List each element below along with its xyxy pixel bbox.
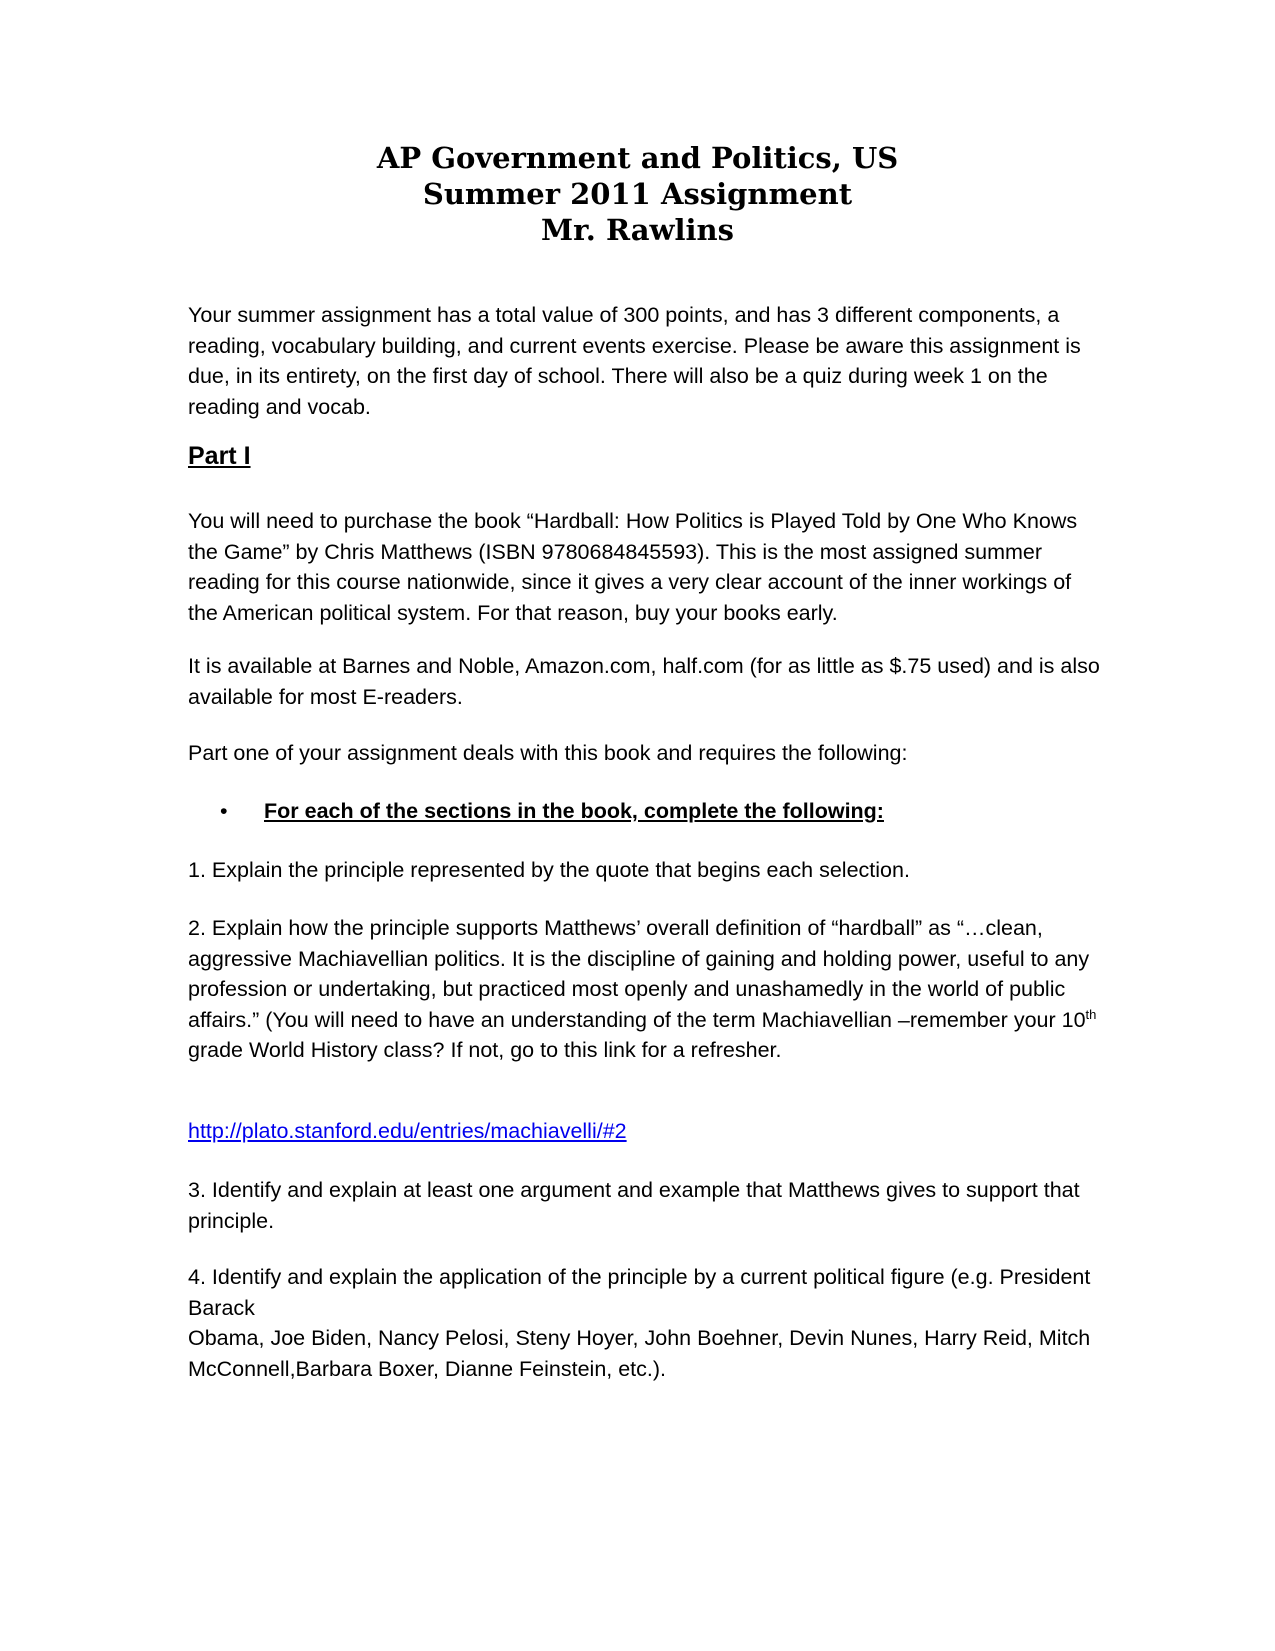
refresher-link-line xyxy=(188,1116,1103,1147)
document-title xyxy=(0,140,1275,248)
book-availability-paragraph: It is available at Barnes and Noble, Amazon.com, half.com (for as little as $.75 used) and is also available for most E-readers. xyxy=(188,654,1100,709)
ordinal-superscript: th xyxy=(1085,1006,1097,1022)
requirement-paragraph: Part one of your assignment deals with this book and requires the following: xyxy=(188,741,908,765)
task-item-4-line-2: Obama, Joe Biden, Nancy Pelosi, Steny Hoyer, John Boehner, Devin Nunes, Harry Reid, Mitch McConnell,Barbara Boxer, Dianne Feinstein, etc.). xyxy=(188,1326,1091,1381)
task-item-2-text-b: grade World History class? If not, go to this link for a refresher. xyxy=(188,1038,782,1062)
title-line-teacher: Mr. Rawlins xyxy=(541,213,734,247)
bullet-item xyxy=(220,796,1100,827)
task-item-1: 1. Explain the principle represented by the quote that begins each selection. xyxy=(188,858,910,882)
book-purchase-paragraph: You will need to purchase the book “Hardball: How Politics is Played Told by One Who Knows the Game” by Chris Matthews (ISBN 9780684845593). This is the most assigned summer reading for this course nationwide, since it gives a very clear account of the inner workings of the American political system. For that reason, buy your books early. xyxy=(188,509,1078,625)
task-item-4-line-1: 4. Identify and explain the application of the principle by a current political figure (e.g. President Barack xyxy=(188,1265,1091,1320)
part-1-heading: Part I xyxy=(188,442,251,470)
bullet-marker: • xyxy=(220,799,228,823)
task-item-4 xyxy=(188,1262,1103,1384)
bullet-text: For each of the sections in the book, complete the following: xyxy=(264,799,884,823)
title-line-assignment: Summer 2011 Assignment xyxy=(422,177,853,211)
task-item-2-text-a: 2. Explain how the principle supports Matthews’ overall definition of “hardball” as “…clean, aggressive Machiavellian politics. It is the discipline of gaining and holding power, useful to any profession or undertaking, but practiced most openly and unashamedly in the world of public affairs.” (You will need to have an understanding of the term Machiavellian –remember your 10 xyxy=(188,916,1090,1032)
task-item-2 xyxy=(188,913,1103,1066)
title-line-course: AP Government and Politics, US xyxy=(376,141,899,175)
machiavelli-reference-link[interactable]: http://plato.stanford.edu/entries/machiavelli/#2 xyxy=(188,1119,627,1143)
intro-paragraph: Your summer assignment has a total value of 300 points, and has 3 different components, a reading, vocabulary building, and current events exercise. Please be aware this assignment is due, in its entirety, on the first day of school. There will also be a quiz during week 1 on the reading and vocab. xyxy=(188,303,1081,419)
task-item-3: 3. Identify and explain at least one argument and example that Matthews gives to support that principle. xyxy=(188,1178,1080,1233)
